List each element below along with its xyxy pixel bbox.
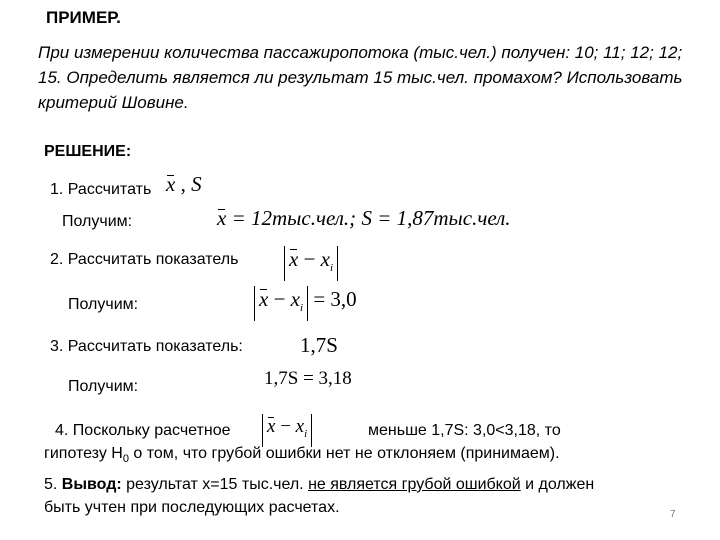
step1-result-label: Получим: [62,213,133,230]
conclusion-underlined: не является грубой ошибкой [308,476,521,493]
step3-formula: 1,7S [300,333,338,357]
step3-label: 3. Рассчитать показатель: [50,338,243,355]
solution-heading: РЕШЕНИЕ: [44,143,132,160]
page-number: 7 [670,509,676,520]
step2-result-label: Получим: [68,296,139,313]
step3-result: 1,7S = 3,18 [264,368,352,389]
problem-statement: При измерении количества пассажиропотока (тыс.чел.) получен: 10; 11; 12; 12; 15. Определить является ли результат 15 тыс.чел. промахом? Использовать критерий Шовине. [38,43,683,112]
step4-formula: $x - x_i$ [262,414,312,447]
step2-label: 2. Рассчитать показатель [50,251,239,268]
step5-conclusion-line2: быть учтен при последующих расчетах. [44,499,340,516]
conclusion-label: Вывод: [61,476,122,493]
step2-result: $x - x_i = 3,0$ [254,286,357,321]
step4-text-part3: гипотезу $Н_0$ о том, что грубой ошибки нет не отклоняем (принимаем). [44,445,560,466]
x-bar: x [166,172,176,196]
step4-text-part1: 4. Поскольку расчетное [55,422,231,439]
step1-result: x = 12тыс.чел.; S = 1,87тыс.чел. [217,206,511,230]
step5-conclusion-line1: 5. Вывод: результат x=15 тыс.чел. не является грубой ошибкой и должен [44,476,595,493]
s-symbol: S [191,172,202,196]
step1-formula: x , S [166,172,202,196]
step1-label: 1. Рассчитать [50,181,152,198]
step2-formula: $x - x_i$ [284,246,338,281]
step4-text-part2: меньше 1,7S: 3,0<3,18, то [368,422,561,439]
step3-result-label: Получим: [68,378,139,395]
example-title: ПРИМЕР. [46,8,121,27]
